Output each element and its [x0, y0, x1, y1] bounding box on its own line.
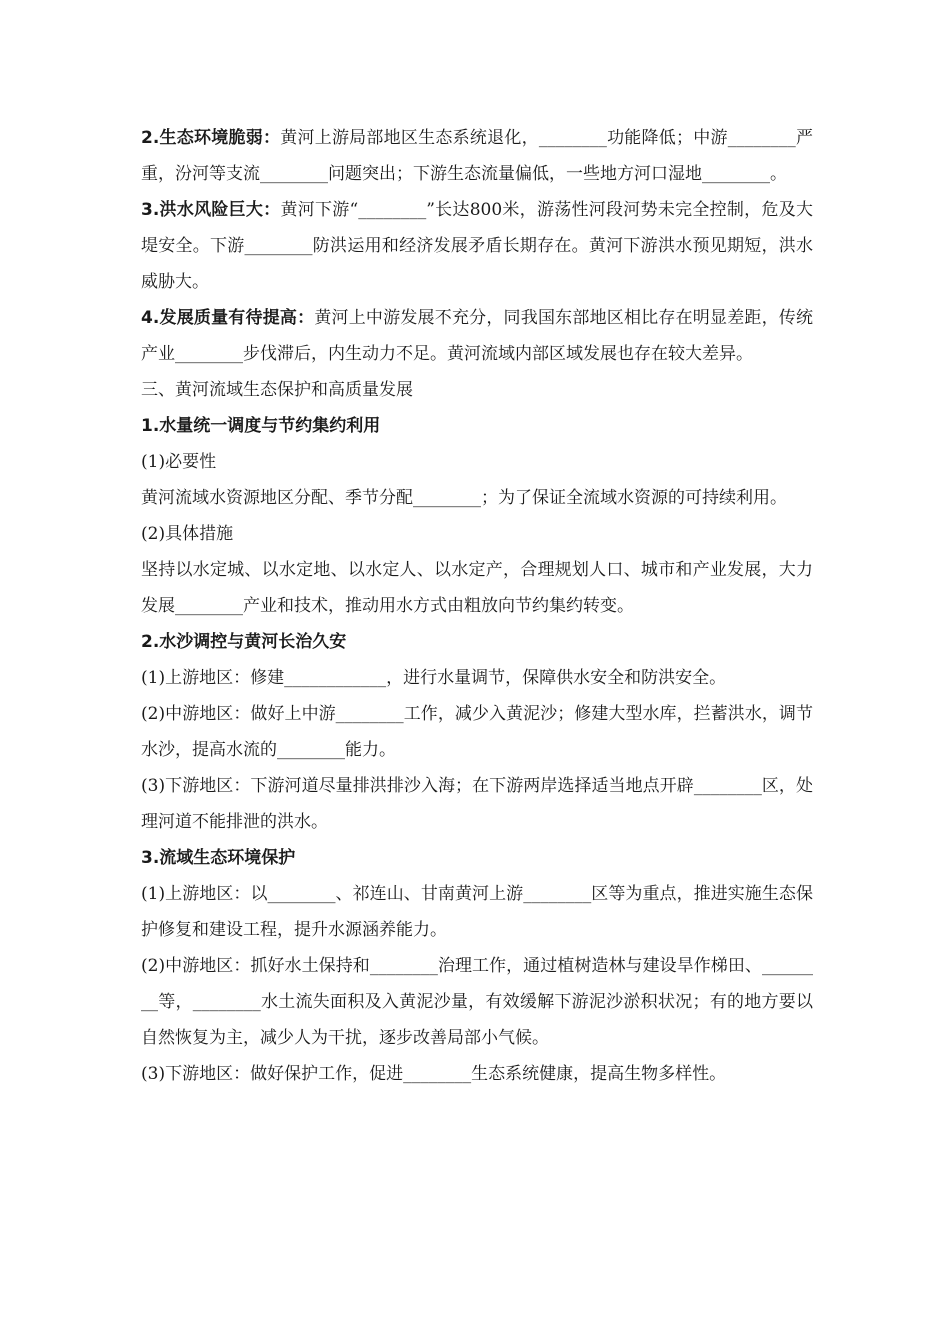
item-heading-measures: (2)具体措施: [141, 524, 234, 544]
subsection-heading-water-sediment: 2.水沙调控与黄河长治久安: [141, 632, 347, 652]
paragraph-measures: 坚持以水定城、以水定地、以水定人、以水定产，合理规划人口、城市和产业发展，大力发展________产业和技术，推动用水方式由粗放向节约集约转变。: [141, 560, 813, 616]
section-heading: 三、黄河流域生态保护和高质量发展: [141, 380, 413, 400]
paragraph-development-quality: [141, 300, 813, 372]
paragraph-flood-risk: [141, 192, 813, 300]
paragraph-upstream-reservoir: (1)上游地区：修建____________，进行水量调节，保障供水安全和防洪安全。: [141, 668, 727, 688]
subsection-heading-water-allocation: 1.水量统一调度与节约集约利用: [141, 416, 381, 436]
paragraph-text: 黄河下游“________”长达800米，游荡性河段河势未完全控制，危及大堤安全。下游________防洪运用和经济发展矛盾长期存在。黄河下游洪水预见期短，洪水威胁大。: [141, 200, 813, 292]
document-page: [141, 120, 813, 1092]
paragraph-heading: 4.发展质量有待提高：: [141, 308, 315, 328]
paragraph-necessity: 黄河流域水资源地区分配、季节分配________；为了保证全流域水资源的可持续利用。: [141, 488, 787, 508]
paragraph-downstream-eco: (3)下游地区：做好保护工作，促进________生态系统健康，提高生物多样性。: [141, 1064, 727, 1084]
paragraph-heading: 2.生态环境脆弱：: [141, 128, 281, 148]
paragraph-downstream-flood: (3)下游地区：下游河道尽量排洪排沙入海；在下游两岸选择适当地点开辟________区，处理河道不能排泄的洪水。: [141, 776, 813, 832]
paragraph-text: 黄河上游局部地区生态系统退化，________功能降低；中游________严重，汾河等支流________问题突出；下游生态流量偏低，一些地方河口湿地________。: [141, 128, 813, 184]
paragraph-heading: 3.洪水风险巨大：: [141, 200, 281, 220]
paragraph-midstream-eco: (2)中游地区：抓好水土保持和________治理工作，通过植树造林与建设旱作梯田、________等，________水土流失面积及入黄泥沙量，有效缓解下游泥沙淤积状况；有的地方要以自然恢复为主，减少人为干扰，逐步改善局部小气候。: [141, 956, 813, 1048]
subsection-heading-eco-protection: 3.流域生态环境保护: [141, 848, 296, 868]
paragraph-ecology-fragile: [141, 120, 813, 192]
paragraph-upstream-eco: (1)上游地区：以________、祁连山、甘南黄河上游________区等为重点，推进实施生态保护修复和建设工程，提升水源涵养能力。: [141, 884, 813, 940]
paragraph-text: 黄河上中游发展不充分，同我国东部地区相比存在明显差距，传统产业________步伐滞后，内生动力不足。黄河流域内部区域发展也存在较大差异。: [141, 308, 814, 364]
item-heading-necessity: (1)必要性: [141, 452, 217, 472]
paragraph-midstream-sediment: (2)中游地区：做好上中游________工作，减少入黄泥沙；修建大型水库，拦蓄洪水，调节水沙，提高水流的________能力。: [141, 704, 813, 760]
